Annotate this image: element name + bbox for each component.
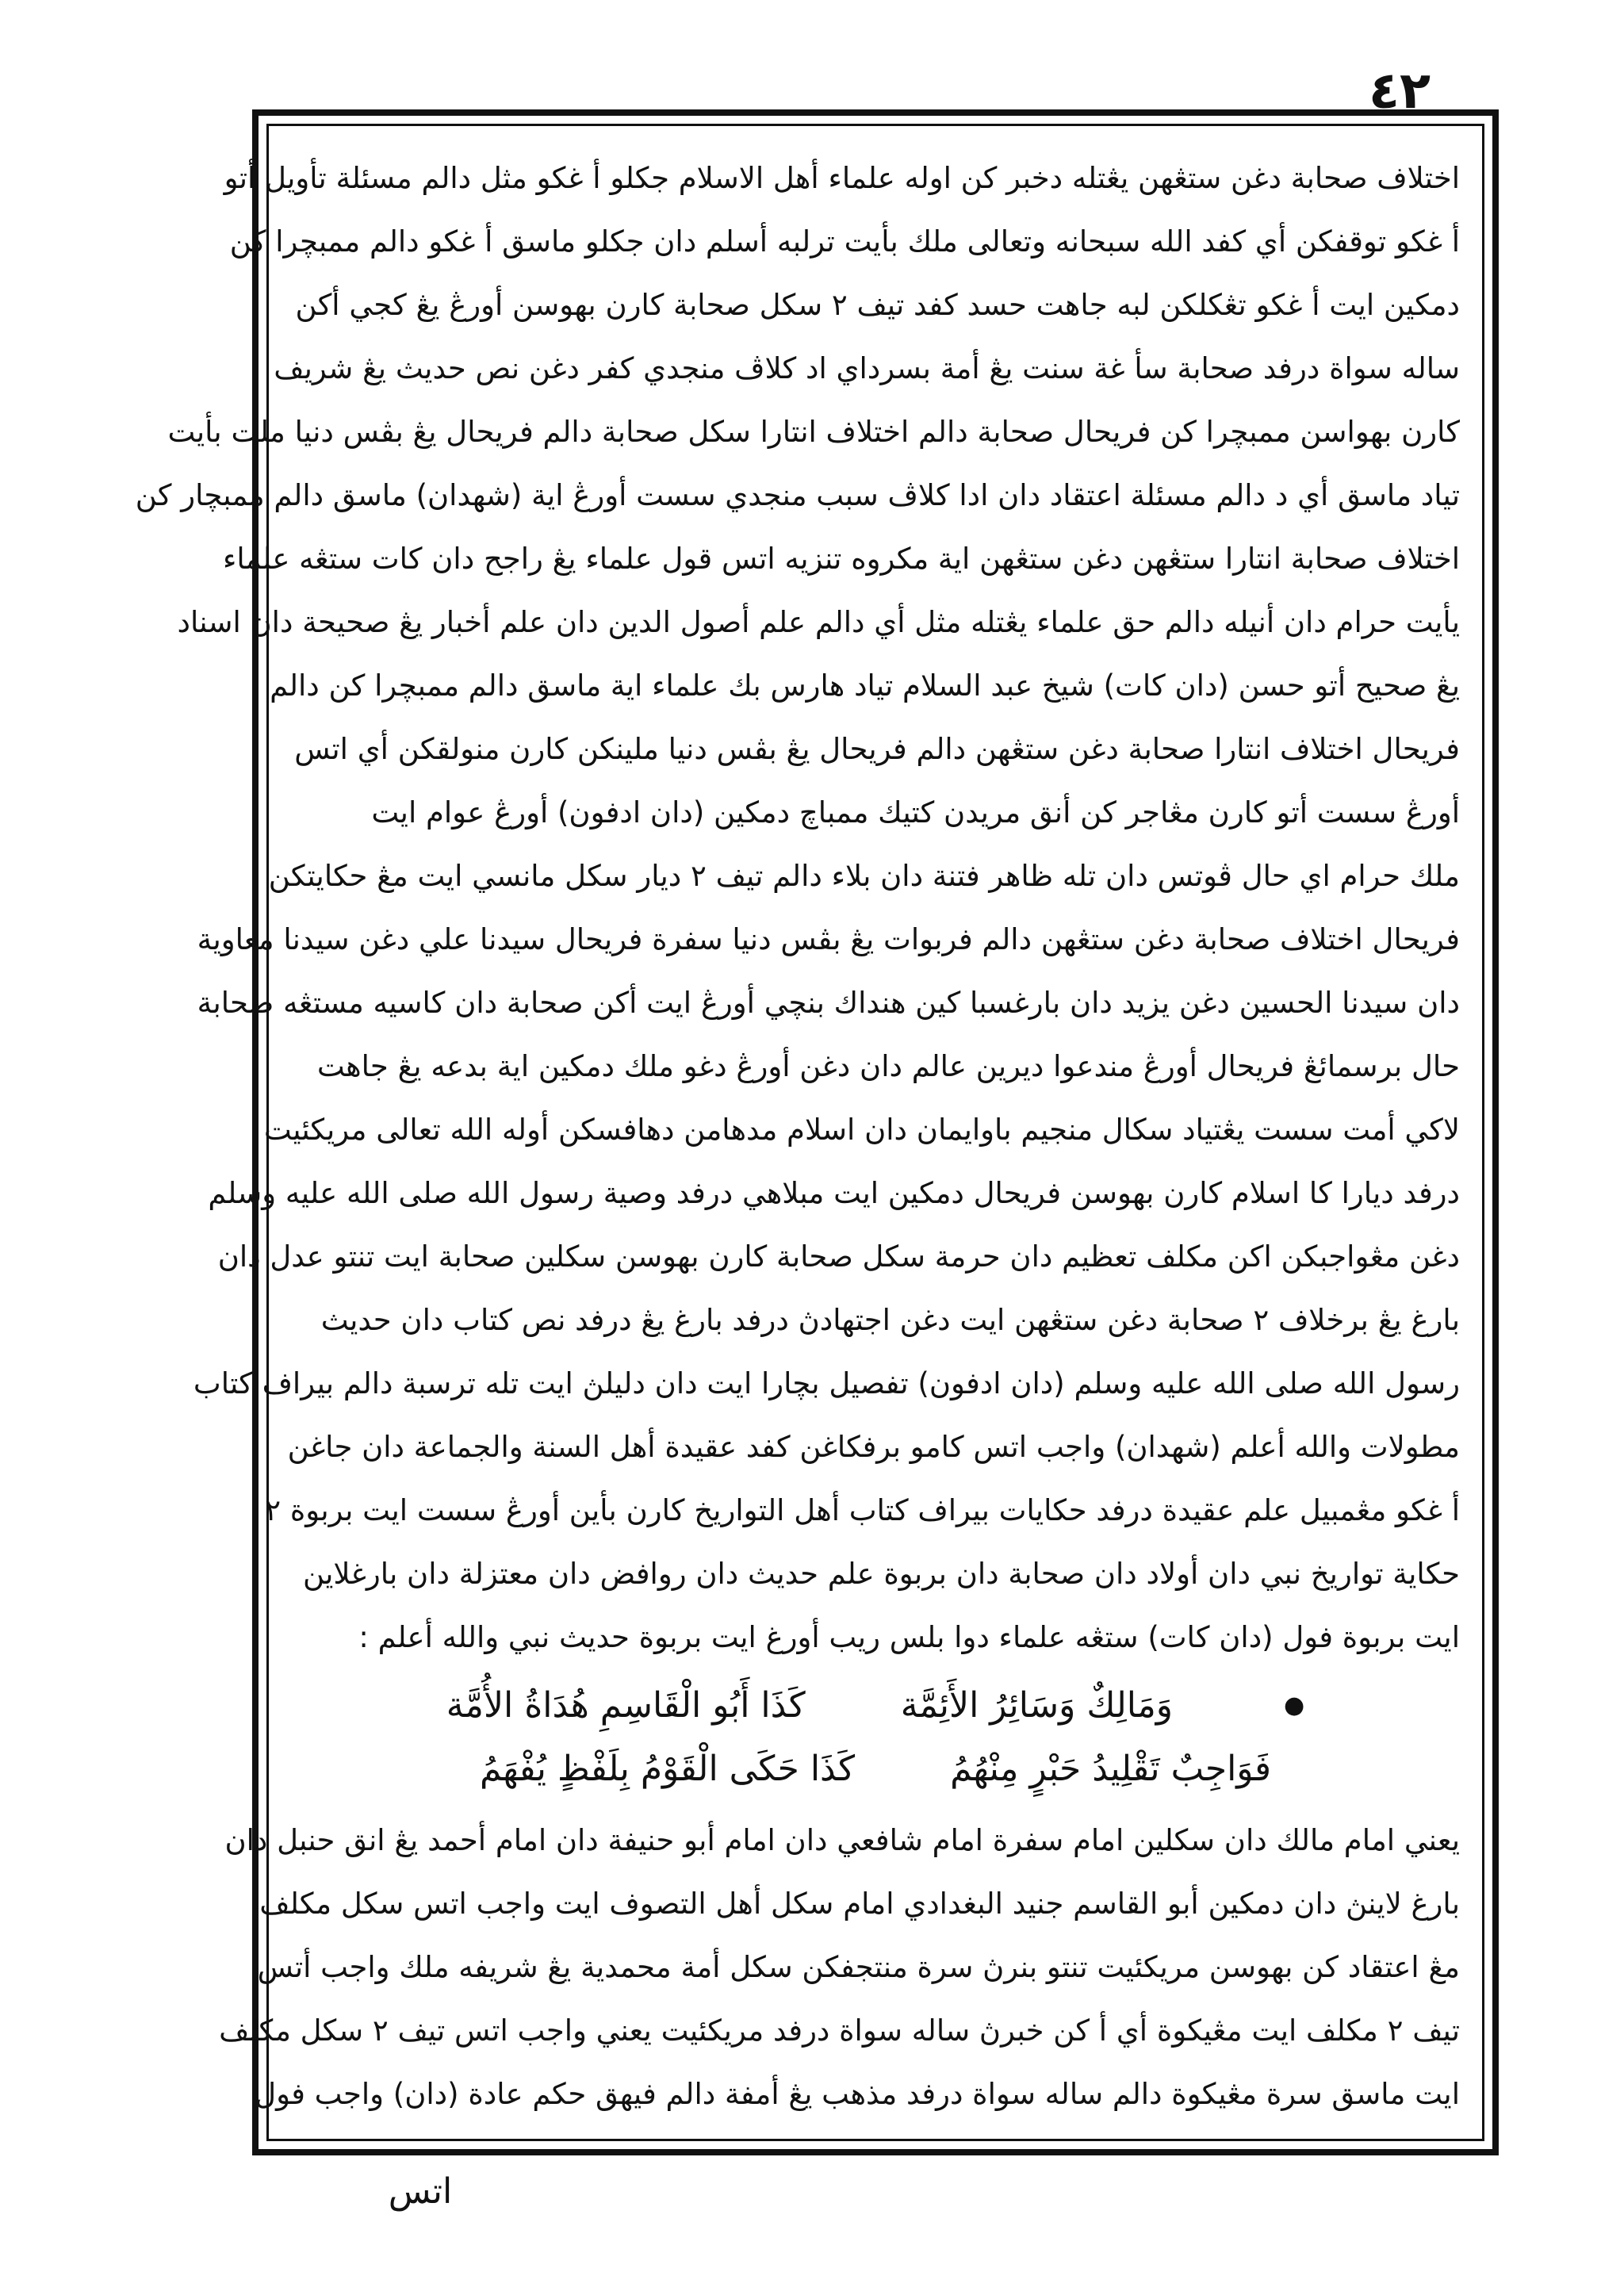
body-text-top [135, 147, 1460, 1669]
catchword: اتس [388, 2171, 453, 2212]
verse-line [291, 1738, 1460, 1801]
text-line: دمكين ايت أ غكو تڠكلكن لبه جاهت حسد كفد تيف ٢ سكل صحابة كارن بهوسن أورڠ يڠ كجي أكن [295, 288, 1460, 322]
text-line: دان سيدنا الحسين دغن يزيد دان بارغسبا كين هنداك بنچي أورڠ ايت أكن صحابة دان كاسيه مستڠه صحابة [197, 986, 1460, 1020]
text-line: درفد ديارا كا اسلام كارن بهوسن فريحال دمكين ايت مبلاهي درفد وصية رسول الله صلى الله عليه وسلم [208, 1176, 1460, 1210]
verse-hemistich-left: كَذَا أَبُو الْقَاسِمِ هُدَاةُ الأُمَّة [446, 1685, 806, 1726]
verse-hemistich-left: كَذَا حَكَى الْقَوْمُ بِلَفْظٍ يُفْهَمُ [479, 1749, 856, 1789]
verse-hemistich-right: فَوَاجِبٌ تَقْلِيدُ حَبْرٍ مِنْهُمُ [950, 1749, 1272, 1789]
text-line: دغن مڠواجبكن اكن مكلف تعظيم دان حرمة سكل صحابة كارن بهوسن سكلين صحابة ايت تنتو عدل دان [217, 1239, 1460, 1274]
text-line: ايت ماسق سرة مڠيكوة دالم ساله سواة درفد مذهب يڠ أمفة دالم فيهق حكم عادة (دان) واجب فول [255, 2077, 1460, 2111]
text-line: حال برسمائڠ فريحال أورڠ مندعوا ديرين عالم دان دغن أورڠ دغو ملك دمكين اية بدعه يڠ جاهت [316, 1049, 1460, 1083]
text-line: تياد ماسق أي د دالم مسئلة اعتقاد دان ادا كلاڤ سبب منجدي سست أورڠ اية (شهدان) ماسق دالم ممبچار كن [135, 478, 1460, 512]
page-number: ٤٢ [1368, 62, 1431, 121]
text-line: كارن بهواسن ممبچرا كن فريحال صحابة دالم اختلاف انتارا سكل صحابة دالم فريحال يڠ بڤس دنيا ملت بأيت [167, 415, 1460, 449]
text-line: ملك حرام اي حال ڤوتس دان تله ظاهر فتنة دان بلاء دالم تيف ٢ ديار سكل مانسي ايت مڠ حكايتكن [268, 859, 1460, 893]
body-text-bottom [219, 1809, 1460, 2126]
text-line: يعني امام مالك دان سكلين امام سفرة امام شافعي دان امام أبو حنيفة دان امام أحمد يڠ انق حنبل دان [224, 1823, 1460, 1857]
text-line: أورڠ سست أتو كارن مڠاجر كن أنق مريدن كتيك ممباچ دمكين (دان ادفون) أورڠ عوام ايت [371, 795, 1460, 829]
text-line: ساله سواة درفد صحابة سأ غة سنت يڠ أمة بسرداي اد كلاڤ منجدي كفر دغن نص حديث يڠ شريف [274, 351, 1460, 385]
bullet-icon: ● [1284, 1692, 1305, 1719]
verse-hemistich-right: وَمَالِكٌ وَسَائِرُ الأَئِمَّة [900, 1685, 1174, 1726]
text-line: فريحال اختلاف صحابة دغن ستڠهن دالم فربوات يڠ بڤس دنيا سفرة فريحال سيدنا علي دغن سيدنا معاوية [197, 922, 1460, 956]
text-line: لاكي أمت سست يڠتياد سكال منجيم باوايمان دان اسلام مدهامن دهافسكن أوله الله تعالى مريكئيت [263, 1113, 1460, 1147]
text-line: اختلاف صحابة دغن ستڠهن يڠتله دخبر كن اوله علماء أهل الاسلام جكلو أ غكو مثل دالم مسئلة تأويل أتو [224, 161, 1460, 195]
text-line: ايت بربوة فول (دان كات) ستڠه علماء دوا بلس ريب أورغ ايت بربوة حديث نبي والله أعلم : [358, 1620, 1460, 1654]
text-line: أ غكو توقفكن أي كفد الله سبحانه وتعالى ملك بأيت ترلبه أسلم دان جكلو ماسق أ غكو دالم ممبچرا كن [229, 224, 1460, 259]
text-line: بارغ لاينڽ دان دمكين أبو القاسم جنيد البغدادي امام سكل أهل التصوف ايت واجب اتس سكل مكلف [259, 1887, 1460, 1921]
text-line: فريحال اختلاف انتارا صحابة دغن ستڠهن دالم فريحال يڠ بڤس دنيا ملينكن كارن منولقكن أي اتس [294, 732, 1460, 766]
text-line: اختلاف صحابة انتارا ستڠهن دغن ستڠهن اية مكروه تنزيه اتس قول علماء يڠ راجح دان كات ستڠه علماء [223, 542, 1460, 576]
text-line: مطولات والله أعلم (شهدان) واجب اتس كامو برفكاغن كفد عقيدة أهل السنة والجماعة دان جاغن [287, 1430, 1460, 1464]
text-line: حكاية تواريخ نبي دان أولاد دان صحابة دان بربوة علم حديث دان روافض دان معتزلة دان بارغلاين [302, 1557, 1460, 1591]
text-line: يڠ صحيح أتو حسن (دان كات) شيخ عبد السلام تياد هارس بك علماء اية ماسق دالم ممبچرا كن دالم [270, 669, 1460, 703]
text-line: يأيت حرام دان أنيله دالم حق علماء يڠتله مثل أي دالم علم أصول الدين دان علم أخبار يڠ صحيحة دان اسناد [177, 605, 1460, 639]
page-frame-inner [135, 124, 1484, 2141]
text-line: رسول الله صلى الله عليه وسلم (دان ادفون) تفصيل بچارا ايت دان دليلڽ ايت تله ترسبة دالم بيراف كتاب [193, 1366, 1460, 1400]
text-line: مڠ اعتقاد كن بهوسن مريكئيت تنتو بنرڽ سرة منتجفكن سكل أمة محمدية يڠ شريفه ملك واجب أتس [257, 1950, 1460, 1984]
text-line: تيف ٢ مكلف ايت مڠيكوة أي أ كن خبرڽ ساله سواة درفد مريكئيت يعني واجب اتس تيف ٢ سكل مكلف [219, 2013, 1460, 2048]
verse-line [291, 1674, 1460, 1738]
text-line: أ غكو مڠمبيل علم عقيدة درفد حكايات بيراف كتاب أهل التواريخ كارن بأين أورڠ سست ايت بربوة ٢ [265, 1493, 1460, 1527]
verse-block [291, 1674, 1460, 1801]
text-line: بارغ يڠ برخلاف ٢ صحابة دغن ستڠهن ايت دغن اجتهادڽ درفد بارغ يڠ درفد نص كتاب دان حديث [320, 1303, 1460, 1337]
